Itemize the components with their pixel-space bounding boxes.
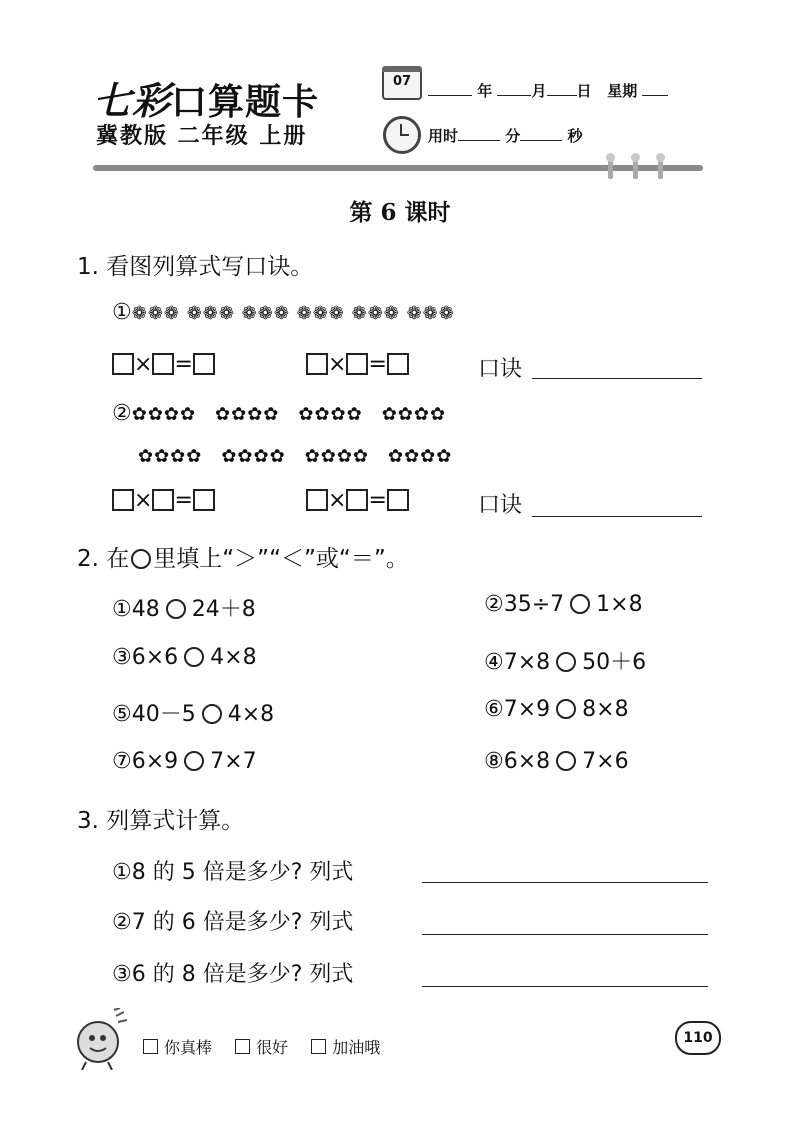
expression-answer-line[interactable] bbox=[422, 934, 708, 935]
rating-option[interactable]: 加油哦 bbox=[311, 1038, 380, 1057]
circle-icon bbox=[131, 549, 151, 569]
checkbox[interactable] bbox=[143, 1039, 158, 1054]
compare-item: ③6×6 4×8 bbox=[112, 645, 257, 670]
q1-item-2 bbox=[112, 400, 446, 426]
q3-item: ③6 的 8 倍是多少? 列式 bbox=[112, 962, 354, 987]
second-blank[interactable] bbox=[520, 128, 562, 141]
compare-circle[interactable] bbox=[556, 751, 576, 771]
brand-logo: 七彩口算题卡 bbox=[93, 79, 320, 123]
page-number: 110 bbox=[675, 1021, 721, 1055]
q1-formula-label-2: 口诀 bbox=[478, 493, 523, 518]
flower-group-icon: ❁❁❁ ❁❁❁ ❁❁❁ ❁❁❁ ❁❁❁ ❁❁❁ bbox=[131, 303, 455, 324]
checkbox[interactable] bbox=[311, 1039, 326, 1054]
compare-item: ②35÷7 1×8 bbox=[484, 592, 643, 617]
compare-circle[interactable] bbox=[184, 751, 204, 771]
answer-box[interactable] bbox=[193, 353, 215, 375]
compare-item: ⑥7×9 8×8 bbox=[484, 697, 629, 722]
self-rating bbox=[143, 1035, 398, 1058]
compare-circle[interactable] bbox=[556, 699, 576, 719]
formula-answer-line[interactable] bbox=[532, 378, 702, 379]
times-sign: × bbox=[134, 352, 153, 377]
answer-box[interactable] bbox=[306, 489, 328, 511]
edition-label: 冀教版 二年级 上册 bbox=[96, 124, 308, 149]
weekday-blank[interactable] bbox=[642, 83, 668, 96]
flower-group-icon: ✿✿✿✿ ✿✿✿✿ ✿✿✿✿ ✿✿✿✿ bbox=[131, 404, 447, 425]
compare-circle[interactable] bbox=[166, 599, 186, 619]
answer-box[interactable] bbox=[112, 489, 134, 511]
answer-box[interactable] bbox=[387, 489, 409, 511]
compare-circle[interactable] bbox=[202, 704, 222, 724]
answer-box[interactable] bbox=[112, 353, 134, 375]
q1-item-2-row-2 bbox=[138, 442, 452, 468]
answer-box[interactable] bbox=[152, 353, 174, 375]
answer-box[interactable] bbox=[346, 489, 368, 511]
equals-sign: = bbox=[368, 352, 387, 377]
q1-equation-row-1b bbox=[306, 352, 409, 377]
minute-blank[interactable] bbox=[458, 128, 500, 141]
q3-title: 3. 列算式计算。 bbox=[77, 808, 245, 834]
q1-equation-row-2b bbox=[306, 488, 409, 513]
answer-box[interactable] bbox=[306, 353, 328, 375]
binder-clip bbox=[658, 157, 663, 179]
flower-group-icon: ✿✿✿✿ ✿✿✿✿ ✿✿✿✿ ✿✿✿✿ bbox=[138, 446, 453, 467]
compare-item: ④7×8 50＋6 bbox=[484, 650, 647, 675]
compare-item: ⑤40－5 4×8 bbox=[112, 702, 275, 727]
binder-clip bbox=[608, 157, 613, 179]
rating-option[interactable]: 你真棒 bbox=[143, 1038, 212, 1057]
answer-box[interactable] bbox=[387, 353, 409, 375]
checkbox[interactable] bbox=[235, 1039, 250, 1054]
lesson-title: 第 6 课时 bbox=[349, 199, 451, 226]
mascot-icon bbox=[72, 1008, 132, 1070]
compare-circle[interactable] bbox=[570, 594, 590, 614]
equals-sign: = bbox=[174, 352, 193, 377]
q2-title: 2. 在 里填上“＞”“＜”或“＝”。 bbox=[77, 546, 409, 572]
times-sign: × bbox=[134, 488, 153, 513]
compare-circle[interactable] bbox=[556, 652, 576, 672]
formula-answer-line[interactable] bbox=[532, 516, 702, 517]
month-blank[interactable] bbox=[497, 83, 531, 96]
equals-sign: = bbox=[368, 488, 387, 513]
q3-item: ②7 的 6 倍是多少? 列式 bbox=[112, 910, 354, 935]
clock-icon bbox=[383, 116, 421, 154]
item-marker: ② bbox=[112, 401, 132, 426]
q1-equation-row-2 bbox=[112, 488, 215, 513]
q1-equation-row-1 bbox=[112, 352, 215, 377]
time-fields: 用时 分 秒 bbox=[428, 127, 583, 145]
answer-box[interactable] bbox=[346, 353, 368, 375]
calendar-icon: 07 bbox=[382, 66, 422, 100]
day-blank[interactable] bbox=[547, 83, 577, 96]
year-blank[interactable] bbox=[428, 83, 472, 96]
item-marker: ① bbox=[112, 300, 132, 325]
q3-item: ①8 的 5 倍是多少? 列式 bbox=[112, 860, 354, 885]
q1-formula-label-1: 口诀 bbox=[478, 357, 523, 382]
times-sign: × bbox=[328, 488, 347, 513]
equals-sign: = bbox=[174, 488, 193, 513]
expression-answer-line[interactable] bbox=[422, 882, 708, 883]
q1-item-1 bbox=[112, 300, 455, 325]
compare-item: ①48 24＋8 bbox=[112, 597, 256, 622]
compare-item: ⑦6×9 7×7 bbox=[112, 749, 257, 774]
rating-option[interactable]: 很好 bbox=[235, 1038, 288, 1057]
date-fields: 年 月 日 星期 bbox=[428, 80, 668, 101]
compare-item: ⑧6×8 7×6 bbox=[484, 749, 629, 774]
binder-clip bbox=[633, 157, 638, 179]
answer-box[interactable] bbox=[193, 489, 215, 511]
q1-title: 1. 看图列算式写口诀。 bbox=[77, 254, 314, 280]
times-sign: × bbox=[328, 352, 347, 377]
compare-circle[interactable] bbox=[184, 647, 204, 667]
answer-box[interactable] bbox=[152, 489, 174, 511]
expression-answer-line[interactable] bbox=[422, 986, 708, 987]
